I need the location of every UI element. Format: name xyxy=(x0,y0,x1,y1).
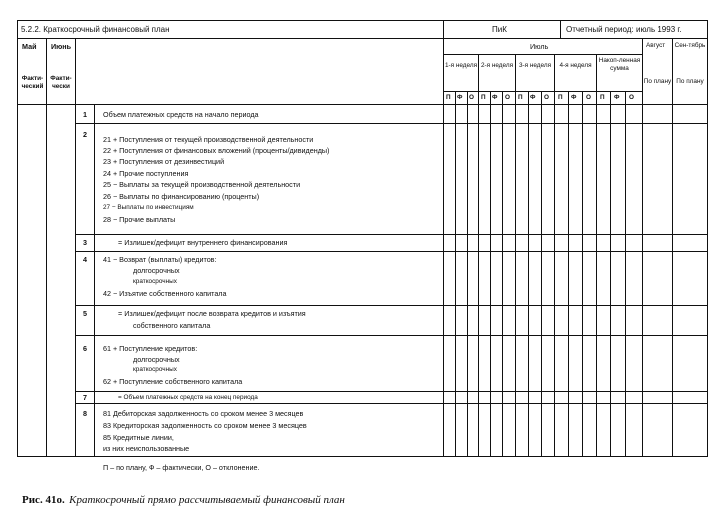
header-plan-aug: По плану xyxy=(643,78,672,85)
header-plan-sep: По плану xyxy=(676,78,704,85)
row-text: 21 + Поступления от текущей производственной деятельности xyxy=(103,135,314,144)
caption-text: Краткосрочный прямо рассчитываемый финансовый план xyxy=(69,494,345,506)
row-number: 7 xyxy=(83,393,87,402)
row-text: 83 Кредиторская задолженность со сроком менее 3 месяцев xyxy=(103,421,307,430)
sub-o-1: О xyxy=(469,94,474,101)
sub-f-2: Ф xyxy=(492,94,498,101)
row-text: = Излишек/дефицит внутреннего финансирования xyxy=(118,238,288,247)
row-number: 5 xyxy=(83,309,87,318)
section-title: 5.2.2. Краткосрочный финансовый план xyxy=(21,25,170,34)
header-week-1: 1-я неделя xyxy=(444,62,478,69)
row-text: = Излишек/дефицит после возврата кредитов и изъятия xyxy=(118,309,306,318)
row-number: 3 xyxy=(83,238,87,247)
sub-f-3: Ф xyxy=(530,94,536,101)
row-text: 28 − Прочие выплаты xyxy=(103,215,176,224)
row-text: 61 + Поступление кредитов: xyxy=(103,344,198,353)
row-number: 1 xyxy=(83,110,87,119)
row-text: долгосрочных xyxy=(133,266,180,275)
row-text: краткосрочных xyxy=(133,366,177,373)
figure-caption xyxy=(22,491,345,507)
sub-o-4: О xyxy=(586,94,591,101)
company-name: ПиК xyxy=(492,25,507,34)
row-text: долгосрочных xyxy=(133,355,180,364)
sub-o-2: О xyxy=(505,94,510,101)
header-july: Июль xyxy=(530,42,549,51)
sub-f-5: Ф xyxy=(614,94,620,101)
header-june: Июнь xyxy=(51,42,72,51)
header-may: Май xyxy=(22,42,37,51)
sub-o-5: О xyxy=(629,94,634,101)
sub-p-5: П xyxy=(600,94,605,101)
row-text: 81 Дебиторская задолженность со сроком менее 3 месяцев xyxy=(103,409,304,418)
row-text: краткосрочных xyxy=(133,278,177,285)
row-text: 27 − Выплаты по инвестициям xyxy=(103,204,194,211)
row-number: 4 xyxy=(83,255,87,264)
sub-p-3: П xyxy=(518,94,523,101)
sub-p-2: П xyxy=(481,94,486,101)
legend: П – по плану, Ф – фактически, О – отклонение. xyxy=(103,463,260,472)
sub-f-4: Ф xyxy=(571,94,577,101)
header-fact-june: Факти-чески xyxy=(50,75,72,91)
row-text: 41 − Возврат (выплаты) кредитов: xyxy=(103,255,217,264)
header-september: Сен-тябрь xyxy=(674,42,706,49)
period-label: Отчетный период: xyxy=(566,25,634,34)
row-text: 26 − Выплаты по финансированию (проценты) xyxy=(103,192,260,201)
row-text: 23 + Поступления от дезинвестиций xyxy=(103,157,225,166)
row-text: 25 − Выплаты за текущей производственной деятельности xyxy=(103,180,301,189)
row-text: 22 + Поступления от финансовых вложений (проценты/дивиденды) xyxy=(103,146,330,155)
sub-p-4: П xyxy=(558,94,563,101)
caption-label: Рис. 41о. xyxy=(22,494,65,506)
row-text: 85 Кредитные линии, xyxy=(103,433,174,442)
sub-o-3: О xyxy=(544,94,549,101)
row-text: 62 + Поступление собственного капитала xyxy=(103,377,243,386)
row-number: 2 xyxy=(83,130,87,139)
header-week-4: 4-я неделя xyxy=(559,62,592,69)
row-text: собственного капитала xyxy=(133,321,211,330)
row-text: 42 − Изъятие собственного капитала xyxy=(103,289,227,298)
row-text: = Объем платежных средств на конец периода xyxy=(118,394,258,401)
header-fact-may: Факти-ческий xyxy=(21,75,44,91)
row-number: 8 xyxy=(83,409,87,418)
row-text: Объем платежных средств на начало периода xyxy=(103,110,259,119)
row-text: из них неиспользованные xyxy=(103,444,190,453)
period-value: июль 1993 г. xyxy=(636,25,682,34)
header-week-2: 2-я неделя xyxy=(480,62,514,69)
header-cumulative: Накоп-ленная сумма xyxy=(598,57,641,72)
row-number: 6 xyxy=(83,344,87,353)
header-week-3: 3-я неделя xyxy=(518,62,552,69)
sub-f-1: Ф xyxy=(457,94,463,101)
row-text: 24 + Прочие поступления xyxy=(103,169,189,178)
header-august: Август xyxy=(646,42,666,49)
sub-p-1: П xyxy=(446,94,451,101)
